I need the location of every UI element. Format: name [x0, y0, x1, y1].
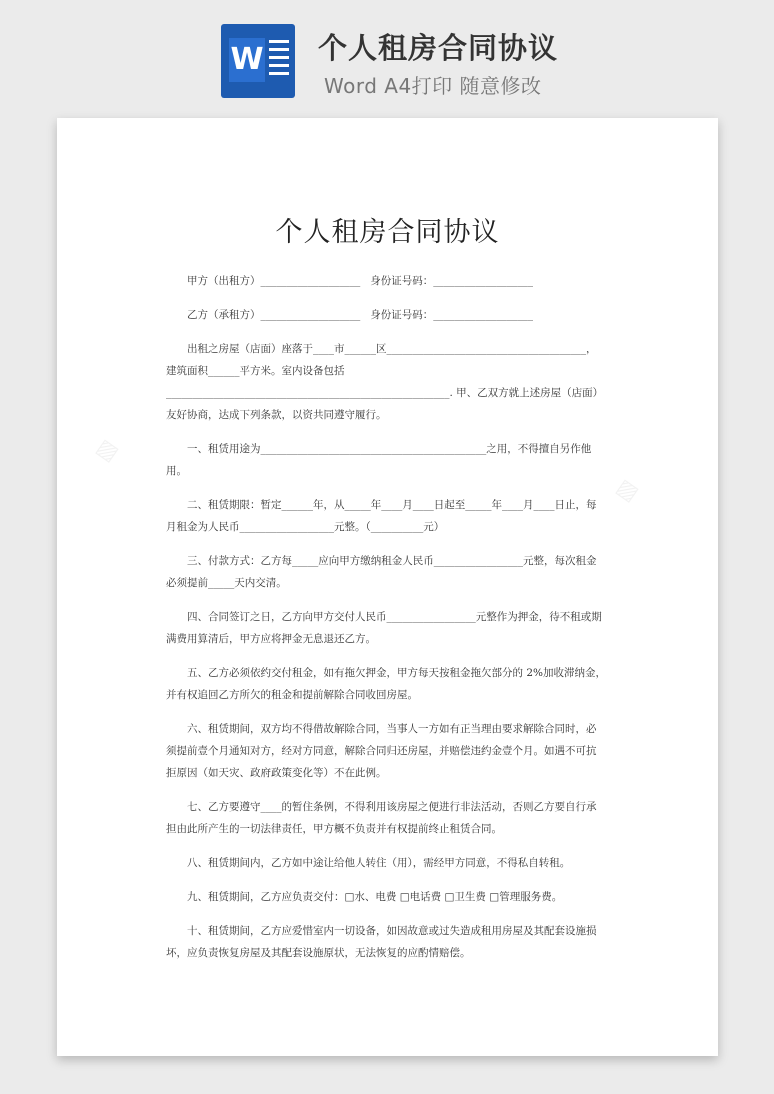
paragraph-premises: 出租之房屋（店面）座落于____市______区______________________________________，建筑面积______平方米。室内设备包括______________________________________________________. 甲、乙双方就上述房屋（店面）友好协商，达成下列条款，以资共同遵守履行。 — [166, 343, 604, 421]
paragraph-clause-2: 二、租赁期限：暂定______年，从_____年____月____日起至_____年____月____日止，每月租金为人民币__________________元整。（__________元） — [166, 499, 597, 533]
watermark: ▨ — [611, 474, 644, 507]
header — [0, 0, 774, 118]
paragraph-clause-5: 五、乙方必须依约交付租金，如有拖欠押金，甲方每天按租金拖欠部分的 2%加收滞纳金，并有权追回乙方所欠的租金和提前解除合同收回房屋。 — [166, 667, 606, 701]
paragraph-party-a: 甲方（出租方）___________________ 身份证号码：___________________ — [187, 275, 534, 287]
word-icon-letter: W — [229, 38, 265, 82]
paragraph-clause-4: 四、合同签订之日，乙方向甲方交付人民币_________________元整作为押金，待不租或期满费用算清后，甲方应将押金无息退还乙方。 — [166, 611, 602, 645]
paragraph-clause-8: 八、租赁期间内，乙方如中途让给他人转住（用），需经甲方同意，不得私自转租。 — [187, 857, 571, 869]
document-body — [166, 270, 606, 976]
paragraph-clause-3: 三、付款方式：乙方每_____应向甲方缴纳租金人民币_________________元整，每次租金必须提前_____天内交清。 — [166, 555, 597, 589]
paragraph-clause-1: 一、租赁用途为___________________________________________之用，不得擅自另作他用。 — [166, 443, 592, 477]
document-page — [57, 118, 718, 1056]
paragraph-clause-7: 七、乙方要遵守____的暂住条例，不得利用该房屋之便进行非法活动，否则乙方要自行承担由此所产生的一切法律责任，甲方概不负责并有权提前终止租赁合同。 — [166, 801, 597, 835]
word-doc-icon — [221, 24, 295, 98]
paragraph-party-b: 乙方（承租方）___________________ 身份证号码：___________________ — [187, 309, 534, 321]
paragraph-clause-10: 十、租赁期间，乙方应爱惜室内一切设备，如因故意或过失造成租用房屋及其配套设施损坏，应负责恢复房屋及其配套设施原状，无法恢复的应酌情赔偿。 — [166, 925, 597, 959]
word-icon-lines — [269, 40, 289, 80]
paragraph-clause-9: 九、租赁期间，乙方应负责交付：□水、电费 □电话费 □卫生费 □管理服务费。 — [187, 891, 563, 903]
watermark: ▨ — [91, 434, 124, 467]
header-subtitle: Word A4打印 随意修改 — [324, 74, 542, 98]
header-title: 个人租房合同协议 — [318, 31, 559, 65]
paragraph-clause-6: 六、租赁期间，双方均不得借故解除合同，当事人一方如有正当理由要求解除合同时，必须提前壹个月通知对方，经对方同意，解除合同归还房屋，并赔偿违约金壹个月。如遇不可抗拒原因（如天灾、政府政策变化等）不在此例。 — [166, 723, 597, 779]
document-title: 个人租房合同协议 — [275, 217, 500, 248]
